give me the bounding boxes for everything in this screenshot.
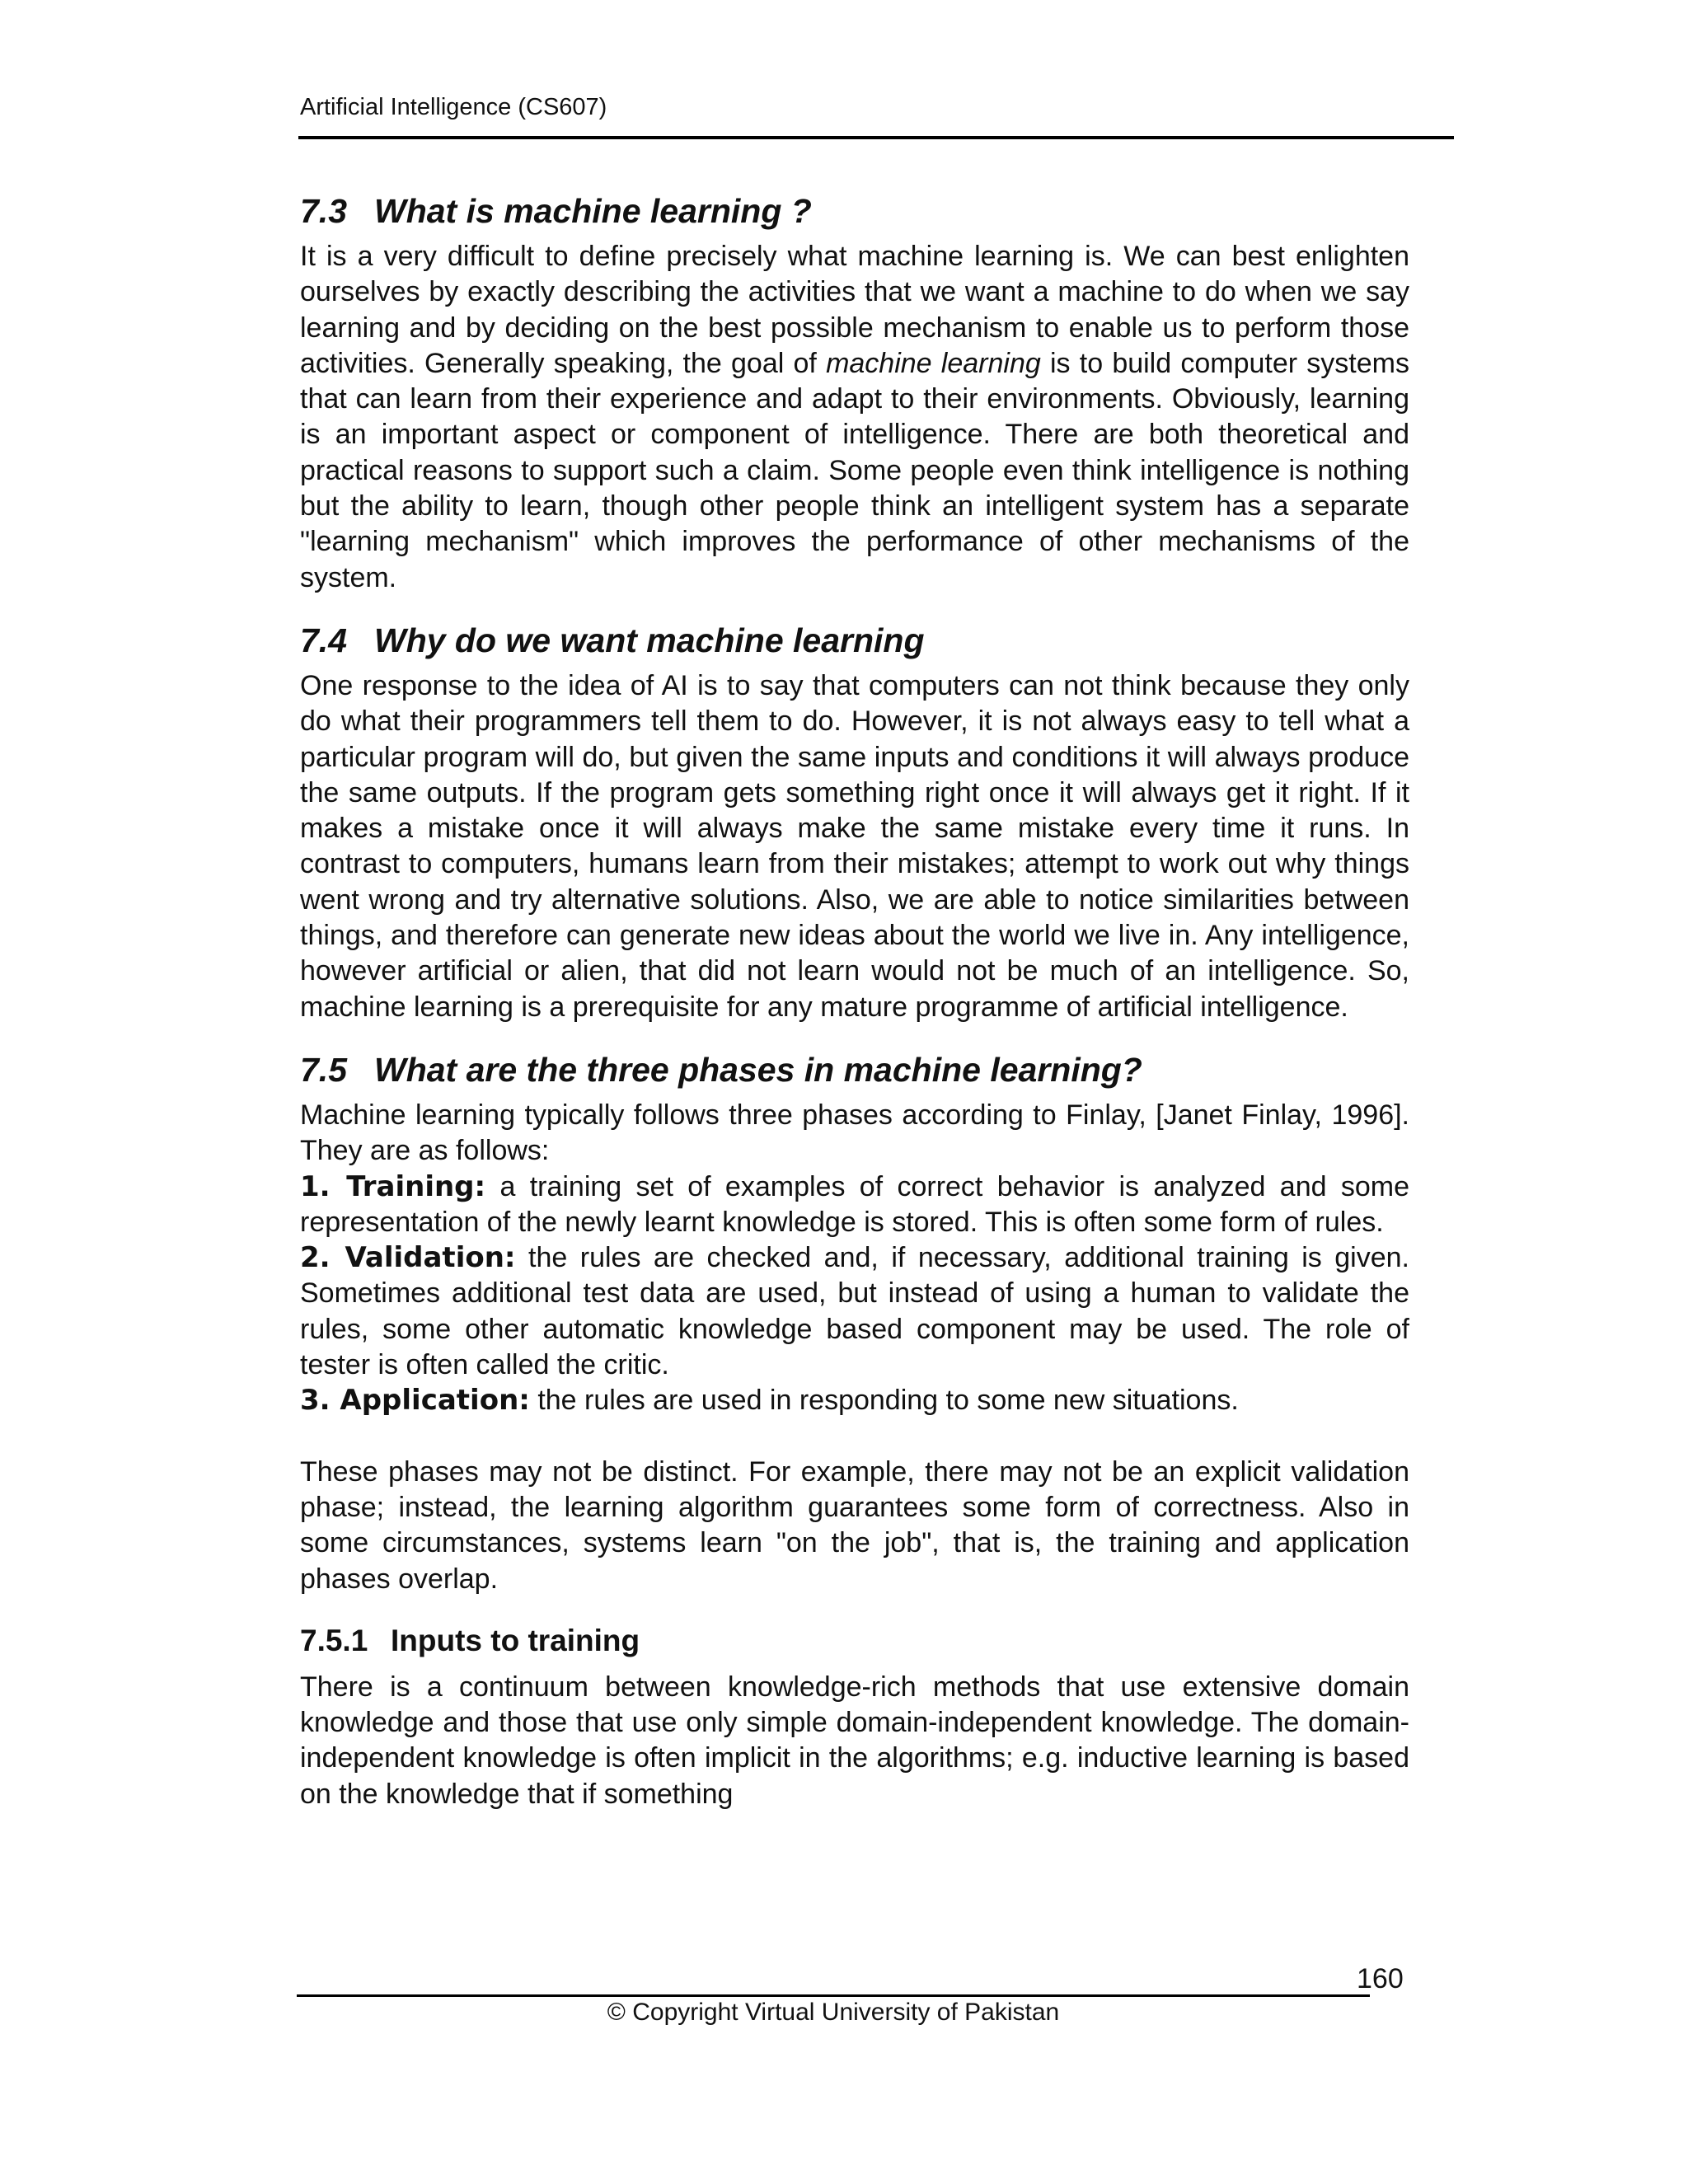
section-title: Why do we want machine learning — [374, 621, 925, 659]
section-number: 7.4 — [300, 621, 347, 659]
section-7-5-1-heading — [300, 1619, 1409, 1663]
phase-text: a training set of examples of correct behavior is analyzed and some representation of the newly learnt knowledge is stored. This is often some form of rules. — [300, 1170, 1409, 1238]
section-7-3-heading — [300, 188, 1409, 234]
header-divider — [298, 136, 1454, 139]
section-7-4-heading — [300, 617, 1409, 663]
section-number: 7.5 — [300, 1050, 347, 1089]
paragraph-text: is to build computer systems that can learn from their experience and adapt to their environments. Obviously, learning is an important aspect or component of intelligence. There are both theoretical and practical reasons to support such a claim. Some people even think intelligence is nothing but the ability to learn, though other people think an intelligent system has a separate "learning mechanism" which improves the performance of other mechanisms of the system. — [300, 347, 1409, 593]
paragraph-text: It is a very difficult to define precisely what machine learning is. We can best enlighten ourselves by exactly describing the activities that we want a machine to do when we say learning and by deciding on the best possible mechanism to enable us to perform those activities. Generally speaking, the goal of — [300, 241, 1409, 379]
phase-application — [300, 1383, 1409, 1418]
section-title: What are the three phases in machine learning? — [374, 1050, 1142, 1089]
section-number: 7.3 — [300, 192, 347, 230]
phase-text: the rules are checked and, if necessary, additional training is given. Sometimes additional test data are used, but instead of using a human to validate the rules, some other automatic knowledge based component may be used. The role of tester is often called the critic. — [300, 1242, 1410, 1381]
paragraph-spacer — [300, 1419, 1409, 1455]
section-title: Inputs to training — [391, 1623, 640, 1657]
phase-term: 2. Validation: — [300, 1241, 516, 1275]
section-title: What is machine learning ? — [374, 192, 812, 230]
section-7-3-paragraph — [300, 239, 1409, 596]
phase-validation — [300, 1240, 1409, 1383]
emphasized-term: machine learning — [826, 347, 1041, 379]
running-header: Artificial Intelligence (CS607) — [300, 94, 607, 120]
phase-term: 3. Application: — [300, 1384, 530, 1418]
section-7-5-closing: These phases may not be distinct. For example, there may not be an explicit validation phase; instead, the learning algorithm guarantees some form of correctness. Also in some circumstances, systems learn "on the job", that is, the training and application phases overlap. — [300, 1455, 1409, 1595]
phase-term: 1. Training: — [300, 1169, 486, 1203]
page-body — [300, 188, 1409, 1812]
section-7-5-1-paragraph: There is a continuum between knowledge-rich methods that use extensive domain knowledge and those that use only simple domain-independent knowledge. The domain-independent knowledge is often implicit in the algorithms; e.g. inductive learning is based on the knowledge that if something — [300, 1671, 1409, 1810]
section-7-4-paragraph: One response to the idea of AI is to say that computers can not think because they only do what their programmers tell them to do. However, it is not always easy to tell what a particular program will do, but given the same inputs and conditions it will always produce the same outputs. If the program gets something right once it will always get it right. If it makes a mistake once it will always make the same mistake every time it runs. In contrast to computers, humans learn from their mistakes; attempt to work out why things went wrong and try alternative solutions. Also, we are able to notice similarities between things, and therefore can generate new ideas about the world we live in. Any intelligence, however artificial or alien, that did not learn would not be much of an intelligence. So, machine learning is a prerequisite for any mature programme of artificial intelligence. — [300, 669, 1409, 1023]
phase-text: the rules are used in responding to some new situations. — [529, 1385, 1239, 1417]
phase-training — [300, 1169, 1409, 1241]
section-7-5-heading — [300, 1047, 1409, 1093]
footer-divider — [297, 1994, 1370, 1997]
section-number: 7.5.1 — [300, 1623, 368, 1657]
copyright-notice: © Copyright Virtual University of Pakistan — [607, 1999, 1060, 2026]
page-number: 160 — [1357, 1963, 1404, 1994]
section-7-5-intro: Machine learning typically follows three phases according to Finlay, [Janet Finlay, 1996]. They are as follows: — [300, 1099, 1409, 1167]
